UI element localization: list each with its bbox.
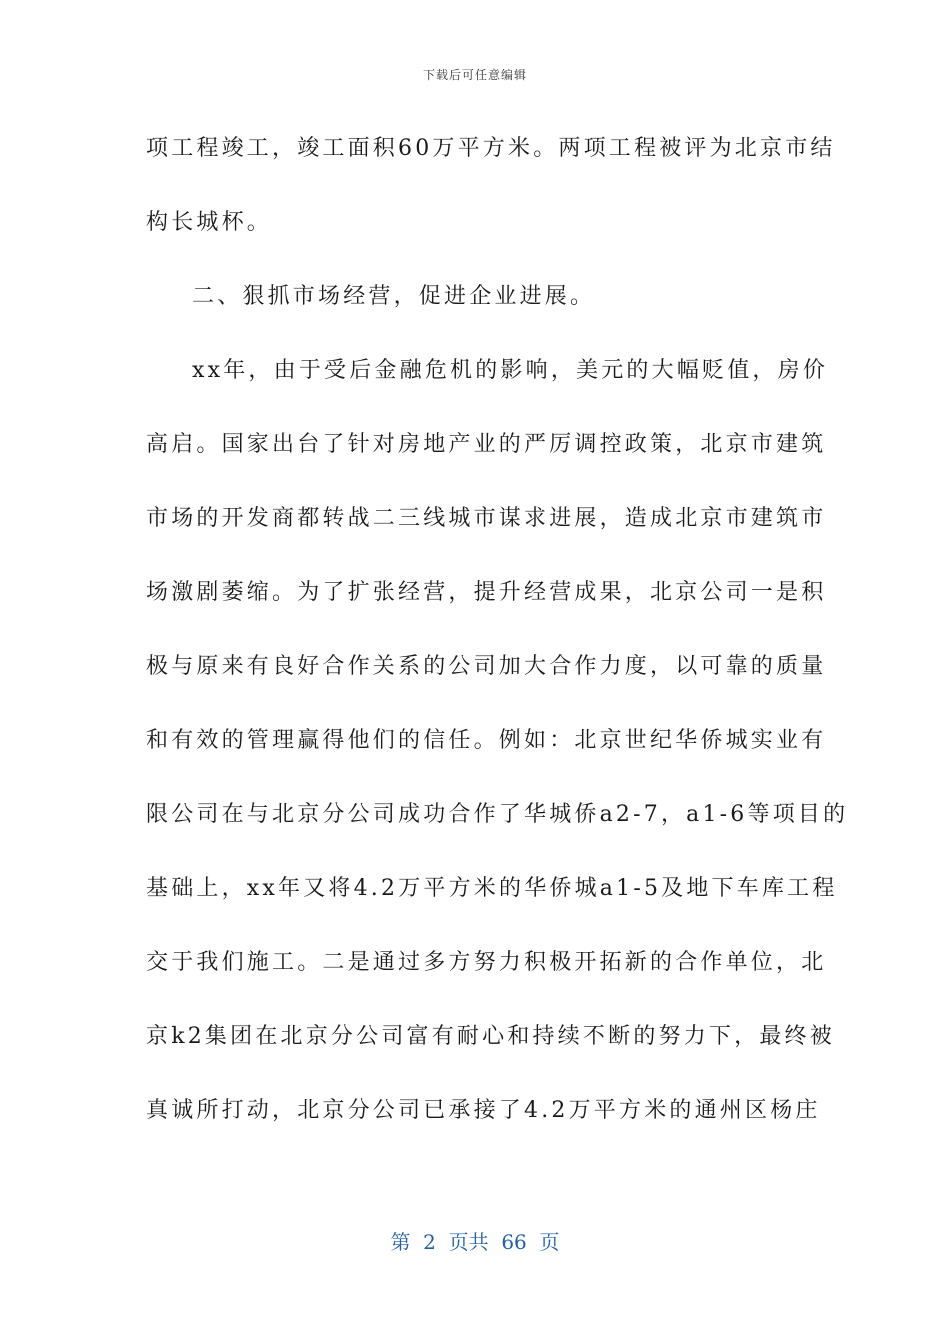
text-line: 限公司在与北京分公司成功合作了华城侨a2-7，a1-6等项目的	[146, 802, 849, 827]
text-line: 项工程竣工，竣工面积60万平方米。两项工程被评为北京市结	[146, 136, 836, 161]
text-line: 交于我们施工。二是通过多方努力积极开拓新的合作单位，北	[146, 950, 827, 975]
page-number-footer: 第 2 页共 66 页	[390, 1230, 560, 1254]
header-note: 下载后可任意编辑	[422, 68, 527, 82]
text-line: 和有效的管理赢得他们的信任。例如：北京世纪华侨城实业有	[146, 728, 827, 753]
text-line: 场激剧萎缩。为了扩张经营，提升经营成果，北京公司一是积	[146, 580, 827, 605]
section-heading: 二、狠抓市场经营，促进企业进展。	[192, 284, 596, 309]
document-body	[146, 112, 849, 1148]
text-line: 构长城杯。	[146, 210, 273, 235]
text-line: xx年，由于受后金融危机的影响，美元的大幅贬值，房价	[192, 358, 829, 383]
text-line: 基础上，xx年又将4.2万平方米的华侨城a1-5及地下车库工程	[146, 876, 838, 901]
text-line: 京k2集团在北京分公司富有耐心和持续不断的努力下，最终被	[146, 1024, 835, 1049]
text-line: 高启。国家出台了针对房地产业的严厉调控政策，北京市建筑	[146, 432, 827, 457]
text-line: 极与原来有良好合作关系的公司加大合作力度，以可靠的质量	[146, 654, 827, 679]
text-line: 真诚所打动，北京分公司已承接了4.2万平方米的通州区杨庄	[146, 1098, 821, 1123]
text-line: 市场的开发商都转战二三线城市谋求进展，造成北京市建筑市	[146, 506, 827, 531]
